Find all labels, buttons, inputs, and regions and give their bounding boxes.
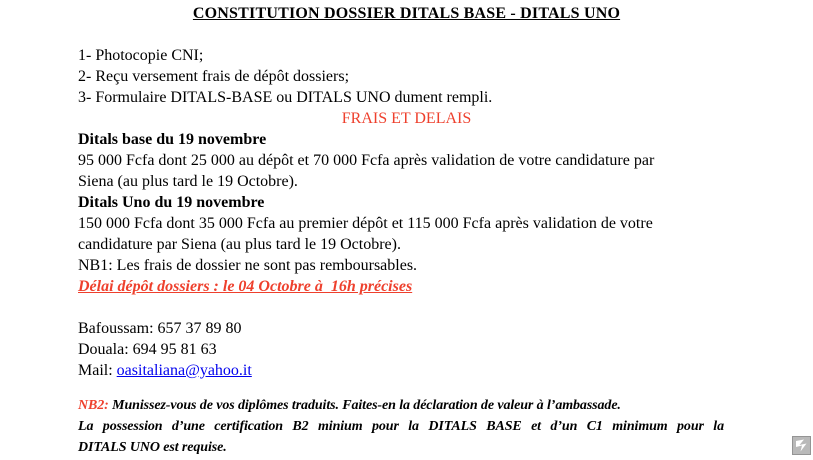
ditals-base-fee-line-1: 95 000 Fcfa dont 25 000 au dépôt et 70 000 Fcfa après validation de votre candidature par xyxy=(78,152,655,169)
nb2-note-line-1 xyxy=(0,395,724,416)
mail-label: Mail: xyxy=(78,362,117,379)
zigzag-logo-icon xyxy=(792,436,811,455)
checklist-item-3: 3- Formulaire DITALS-BASE ou DITALS UNO dument rempli. xyxy=(78,89,493,106)
contact-mail-line xyxy=(0,360,724,381)
contact-douala: Douala: 694 95 81 63 xyxy=(78,341,217,358)
document-body xyxy=(0,3,813,458)
ditals-base-heading: Ditals base du 19 novembre xyxy=(78,131,267,148)
section-title-frais-et-delais: FRAIS ET DELAIS xyxy=(341,110,472,127)
checklist-item-1: 1- Photocopie CNI; xyxy=(78,47,204,64)
nb2-note-line-2: La possession d’une certification B2 minium pour la DITALS BASE et d’un C1 minimum pour la xyxy=(78,419,724,434)
deadline-line xyxy=(0,276,724,297)
blank-line xyxy=(0,24,813,45)
nb2-text-1: Munissez-vous de vos diplômes traduits. Faites-en la déclaration de valeur à l’ambassade. xyxy=(108,398,621,413)
deadline-text: Délai dépôt dossiers : le 04 Octobre à 16h précises xyxy=(78,278,413,295)
ditals-uno-fee-line-2: candidature par Siena (au plus tard le 19 Octobre). xyxy=(78,236,401,253)
email-link[interactable]: oasitaliana@yahoo.it xyxy=(116,362,252,379)
blank-line xyxy=(0,297,813,318)
nb1-note: NB1: Les frais de dossier ne sont pas remboursables. xyxy=(78,257,418,274)
contact-bafoussam: Bafoussam: 657 37 89 80 xyxy=(78,320,242,337)
ditals-base-fee-line-2: Siena (au plus tard le 19 Octobre). xyxy=(78,173,298,190)
checklist-item-2: 2- Reçu versement frais de dépôt dossiers; xyxy=(78,68,350,85)
ditals-uno-fee-line-1: 150 000 Fcfa dont 35 000 Fcfa au premier dépôt et 115 000 Fcfa après validation de votre xyxy=(78,215,653,232)
nb2-note-line-3: DITALS UNO est requise. xyxy=(78,440,227,455)
page-title: CONSTITUTION DOSSIER DITALS BASE - DITALS UNO xyxy=(192,5,621,22)
ditals-uno-heading: Ditals Uno du 19 novembre xyxy=(78,194,265,211)
blank-gap xyxy=(0,381,813,395)
nb2-label: NB2: xyxy=(78,398,109,413)
